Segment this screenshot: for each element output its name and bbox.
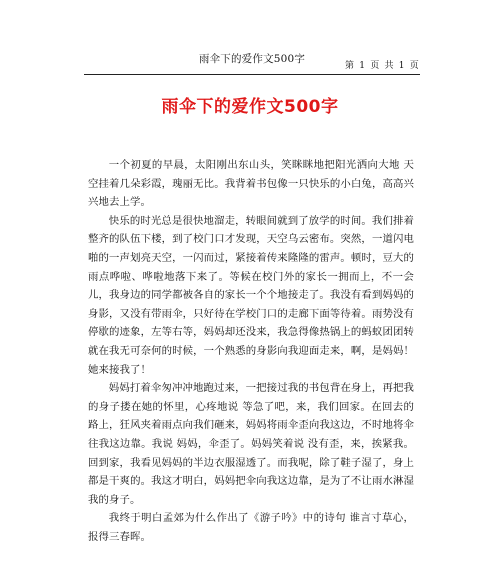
paragraph: 快乐的时光总是很快地溜走，转眼间就到了放学的时间。我们排着整齐的队伍下楼，到了校门口才发现，天空乌云密布。突然，一道闪电啪的一声划亮天空，一闪而过，紧接着传来隆隆的雷声。顿时，豆大的雨点哗啦、哗啦地落下来了。等候在校门外的家长一拥而上，不一会儿，我身边的同学都被各自的家长一个个地接走了。我没有看到妈妈的身影，又没有带雨伞，只好待在学校门口的走廊下面等待着。雨势没有停歇的迹象，左等右等，妈妈却还没来，我急得像热锅上的蚂蚁团团转就在我无可奈何的时候，一个熟悉的身影向我迎面走来，啊，是妈妈！她来接我了！ (88, 214, 414, 376)
page-number: 第 1 页 共 1 页 (345, 61, 420, 71)
header-divider (84, 74, 420, 75)
paragraph: 妈妈打着伞匆冲冲地跑过来，一把接过我的书包背在身上，再把我的身子搂在她的怀里，心疼地说 等急了吧，来，我们回家。在回去的路上，狂风夹着雨点向我们砸来，妈妈将雨伞歪向我这边，不时地将伞往我这边靠。我说 妈妈，伞歪了。妈妈笑着说 没有歪，来，挨紧我。回到家，我看见妈妈的半边衣服湿透了。而我呢，除了鞋子湿了，身上都是干爽的。我这才明白，妈妈把伞向我这边靠，是为了不让雨水淋湿我的身子。 (88, 382, 414, 506)
page-header (84, 52, 420, 72)
document-body (88, 156, 414, 546)
header-title: 雨伞下的爱作文500字 (198, 53, 306, 65)
paragraph: 我终于明白孟郊为什么作出了《游子吟》中的诗句 谁言寸草心，报得三春晖。 (88, 512, 414, 543)
document-title: 雨伞下的爱作文500字 (161, 97, 339, 117)
paragraph: 一个初夏的早晨，太阳刚出东山头，笑眯眯地把阳光洒向大地 天空挂着几朵彩霞，瑰丽无比。我背着书包像一只快乐的小白兔，高高兴兴地去上学。 (88, 159, 414, 209)
